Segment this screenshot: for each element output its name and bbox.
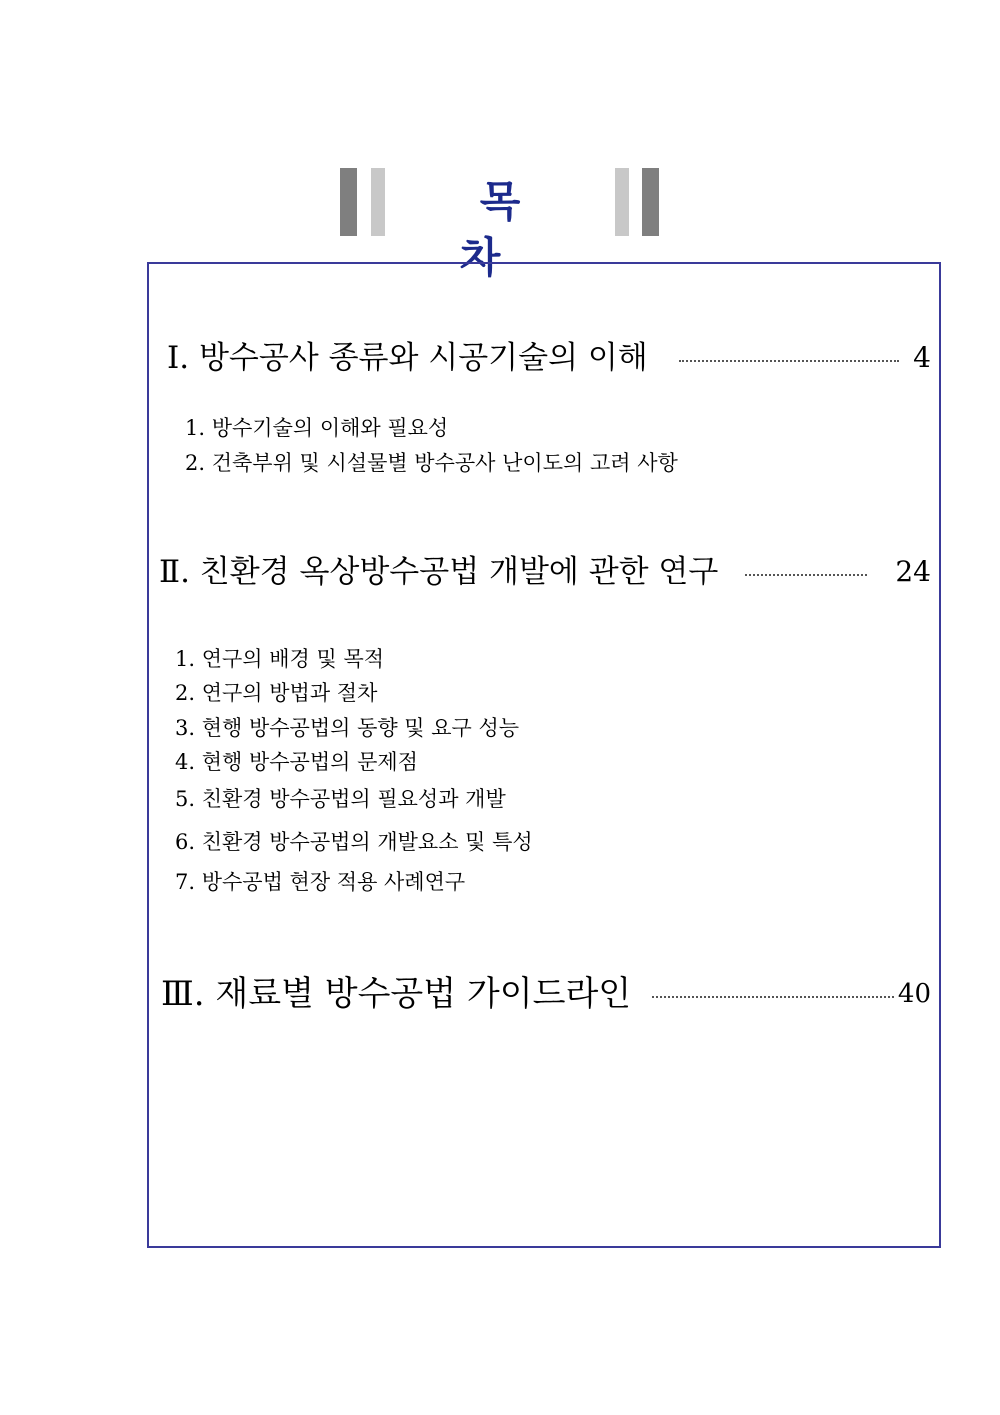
page-title: 목 차 xyxy=(459,177,561,282)
toc-item[interactable]: 6. 친환경 방수공법의 개발요소 및 특성 xyxy=(175,830,533,854)
toc-section-2[interactable] xyxy=(149,550,939,594)
toc-item[interactable]: 4. 현행 방수공법의 문제점 xyxy=(175,750,418,774)
toc-item[interactable]: 2. 건축부위 및 시설물별 방수공사 난이도의 고려 사항 xyxy=(185,451,678,475)
toc-item[interactable]: 7. 방수공법 현장 적용 사례연구 xyxy=(175,870,466,894)
toc-title-banner xyxy=(340,168,660,282)
title-bar-left-outer xyxy=(340,168,357,236)
title-bar-left-inner xyxy=(371,168,385,236)
title-bar-right-inner xyxy=(615,168,629,236)
toc-item[interactable]: 1. 방수기술의 이해와 필요성 xyxy=(185,416,449,440)
toc-item[interactable]: 1. 연구의 배경 및 목적 xyxy=(175,647,385,671)
section-title: Ⅰ. 방수공사 종류와 시공기술의 이해 xyxy=(167,340,648,376)
title-bar-right-outer xyxy=(642,168,659,236)
section-page-number: 24 xyxy=(895,555,931,588)
toc-item[interactable]: 2. 연구의 방법과 절차 xyxy=(175,681,378,705)
toc-item[interactable]: 5. 친환경 방수공법의 필요성과 개발 xyxy=(175,787,506,811)
dot-leader xyxy=(652,996,894,998)
toc-section-3[interactable] xyxy=(149,972,939,1016)
toc-section-1[interactable] xyxy=(149,336,939,380)
section-page-number: 40 xyxy=(897,979,931,1009)
dot-leader xyxy=(679,360,899,362)
section-title: Ⅲ. 재료별 방수공법 가이드라인 xyxy=(161,974,632,1014)
section-title: Ⅱ. 친환경 옥상방수공법 개발에 관한 연구 xyxy=(159,554,719,590)
dot-leader xyxy=(745,574,867,576)
section-page-number: 4 xyxy=(913,341,931,374)
toc-item[interactable]: 3. 현행 방수공법의 동향 및 요구 성능 xyxy=(175,716,520,740)
toc-box xyxy=(147,262,941,1248)
